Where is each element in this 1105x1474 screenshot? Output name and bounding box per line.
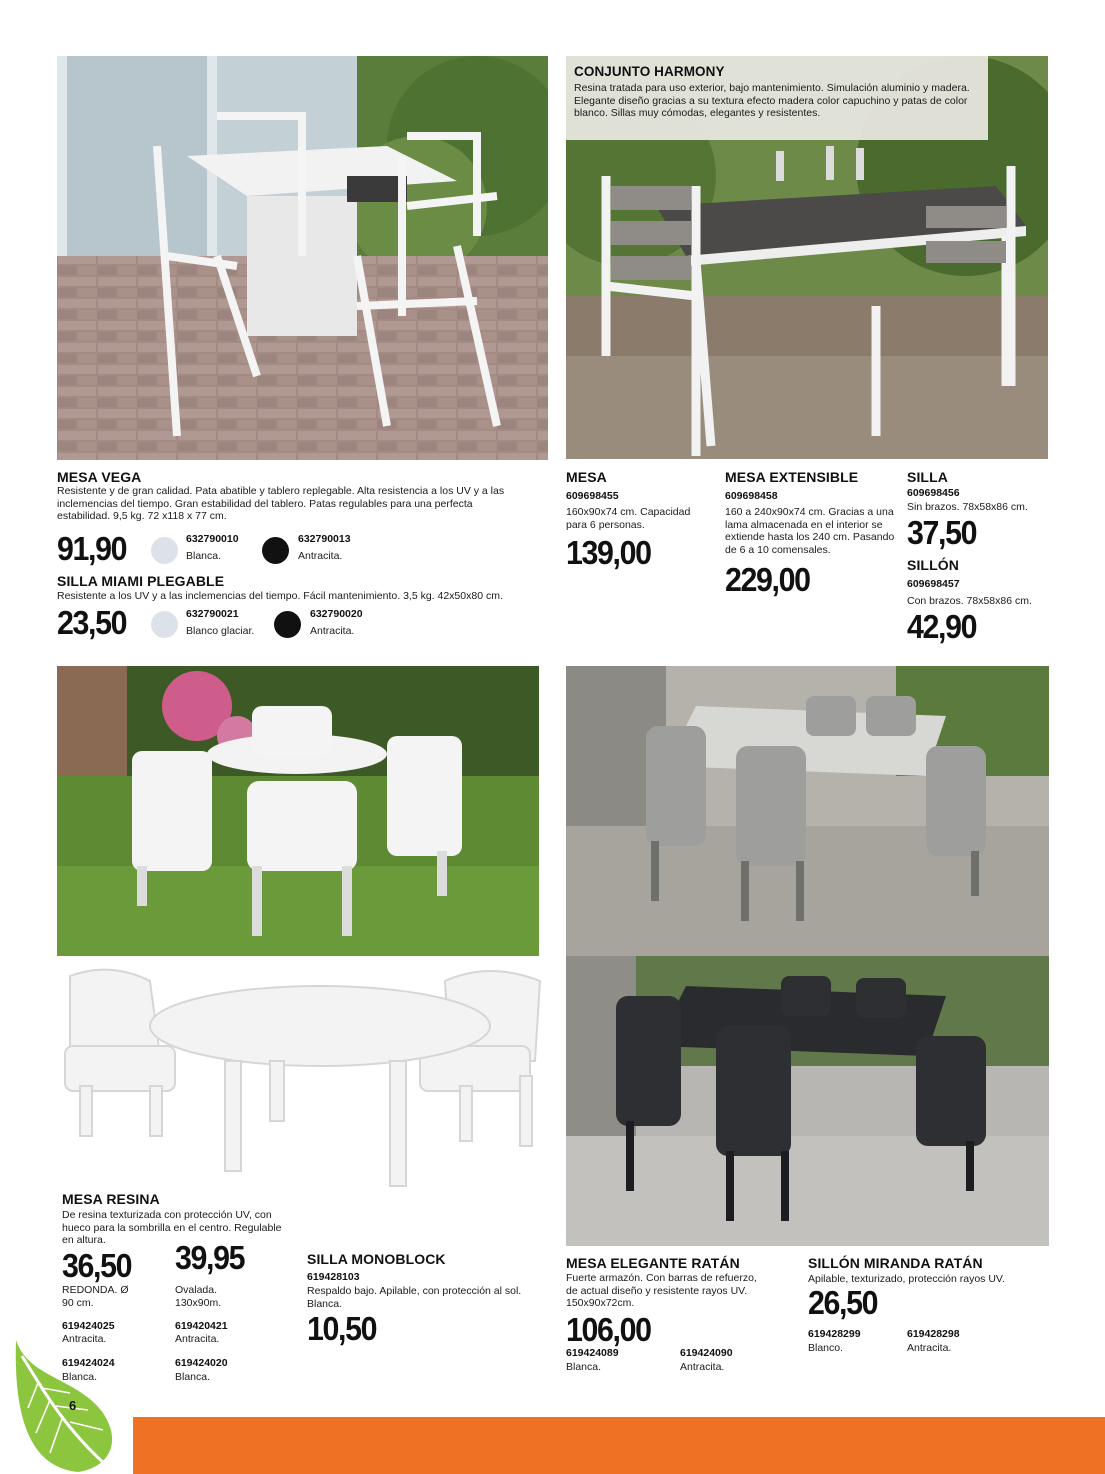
mesa-resina-oval-description: Ovalada. 130x90m. [175,1284,222,1309]
ratan-anthracite-photo [566,956,1049,1246]
mesa-ratan-variant-2-code: 619424090 [680,1347,733,1359]
mesa-ratan-title: MESA ELEGANTE RATÁN [566,1255,740,1271]
mesa-resina-garden-photo [57,666,539,956]
sillon-miranda-variant-2-code: 619428298 [907,1328,960,1340]
mesa-extensible-price: 229,00 [725,561,810,598]
mesa-resina-oval-variant-1-code: 619420421 [175,1320,228,1332]
mesa-resina-round-variant-1-color: Antracita. [62,1333,107,1345]
mesa-vega-anthracite-swatch [262,537,289,564]
silla-description: Sin brazos. 78x58x86 cm. [907,501,1028,513]
mesa-code: 609698455 [566,490,619,502]
sillon-price: 42,90 [907,608,977,645]
mesa-ratan-description: Fuerte armazón. Con barras de refuerzo, de actual diseño y resistente rayos UV. 150x90x72cm. [566,1272,757,1309]
sillon-description: Con brazos. 78x58x86 cm. [907,595,1032,607]
mesa-vega-photo [57,56,548,460]
silla-monoblock-code: 619428103 [307,1271,360,1283]
mesa-vega-variant-1-color: Blanca. [186,550,222,562]
mesa-resina-oval-variant-2-color: Blanca. [175,1371,211,1383]
mesa-description: 160x90x74 cm. Capacidad para 6 personas. [566,506,691,531]
harmony-photo [566,56,1048,459]
mesa-vega-white-swatch [151,537,178,564]
silla-miami-white-swatch [151,611,178,638]
mesa-resina-round-variant-1-code: 619424025 [62,1320,115,1332]
silla-price: 37,50 [907,514,977,551]
mesa-extensible-code: 609698458 [725,490,778,502]
silla-monoblock-price: 10,50 [307,1310,377,1347]
mesa-extensible-description: 160 a 240x90x74 cm. Gracias a una lama almacenada en el interior se extiende hasta los 240 cm. Pasando de 6 a 10 comensales. [725,506,895,556]
sillon-miranda-description: Apilable, texturizado, protección rayos UV. [808,1273,1005,1285]
mesa-ratan-variant-1-code: 619424089 [566,1347,619,1359]
sillon-miranda-variant-2-color: Antracita. [907,1342,952,1354]
silla-miami-variant-2-code: 632790020 [310,608,363,620]
mesa-resina-round-variant-2-code: 619424024 [62,1357,115,1369]
mesa-title: MESA [566,469,607,485]
mesa-ratan-price: 106,00 [566,1311,651,1348]
mesa-resina-oval-photo [40,966,552,1194]
mesa-price: 139,00 [566,534,651,571]
silla-miami-price: 23,50 [57,604,127,641]
page-number: 6 [69,1398,77,1413]
harmony-caption [566,56,988,140]
silla-monoblock-description: Respaldo bajo. Apilable, con protección al sol. Blanca. [307,1285,522,1310]
mesa-ratan-variant-2-color: Antracita. [680,1361,725,1373]
silla-miami-variant-1-code: 632790021 [186,608,239,620]
ratan-grey-photo [566,666,1049,956]
mesa-vega-description: Resistente y de gran calidad. Pata abatible y tablero replegable. Alta resistencia a los UV y a las inclemencias del tiempo. Gran estabilidad del tablero. Patas regulables para una perfecta estabilidad. 9,5 kg. 72 x118 x 77 cm. [57,485,505,522]
mesa-vega-price: 91,90 [57,530,127,567]
sillon-miranda-variant-1-color: Blanco. [808,1342,844,1354]
sillon-miranda-variant-1-code: 619428299 [808,1328,861,1340]
silla-code: 609698456 [907,487,960,499]
mesa-vega-variant-1-code: 632790010 [186,533,239,545]
mesa-extensible-title: MESA EXTENSIBLE [725,469,859,485]
mesa-resina-oval-variant-1-color: Antracita. [175,1333,220,1345]
silla-title: SILLA [907,469,948,485]
silla-miami-variant-2-color: Antracita. [310,625,355,637]
harmony-title: CONJUNTO HARMONY [574,64,725,79]
mesa-resina-oval-price: 39,95 [175,1239,245,1276]
mesa-vega-variant-2-code: 632790013 [298,533,351,545]
mesa-resina-title: MESA RESINA [62,1191,160,1207]
harmony-description: Resina tratada para uso exterior, bajo mantenimiento. Simulación aluminio y madera. Elegante diseño gracias a su textura efecto madera color capuchino y patas de color blanco. Sillas muy cómodas, elegantes y resistentes. [574,82,970,119]
mesa-resina-round-variant-2-color: Blanca. [62,1371,98,1383]
mesa-ratan-variant-1-color: Blanca. [566,1361,602,1373]
sillon-title: SILLÓN [907,557,959,573]
silla-miami-anthracite-swatch [274,611,301,638]
mesa-resina-oval-variant-2-code: 619424020 [175,1357,228,1369]
mesa-vega-variant-2-color: Antracita. [298,550,343,562]
sillon-code: 609698457 [907,578,960,590]
mesa-resina-round-description: REDONDA. Ø 90 cm. [62,1284,129,1309]
leaf-icon [8,1338,128,1474]
footer-orange-bar [133,1417,1105,1474]
silla-miami-description: Resistente a los UV y a las inclemencias del tiempo. Fácil mantenimiento. 3,5 kg. 42x50x80 cm. [57,590,503,602]
mesa-vega-title: MESA VEGA [57,469,142,485]
sillon-miranda-price: 26,50 [808,1284,878,1321]
silla-monoblock-title: SILLA MONOBLOCK [307,1251,446,1267]
mesa-resina-round-price: 36,50 [62,1247,132,1284]
sillon-miranda-title: SILLÓN MIRANDA RATÁN [808,1255,983,1271]
mesa-resina-description: De resina texturizada con protección UV, con hueco para la sombrilla en el centro. Regulable en altura. [62,1209,282,1246]
silla-miami-variant-1-color: Blanco glaciar. [186,625,255,637]
silla-miami-title: SILLA MIAMI PLEGABLE [57,573,225,589]
